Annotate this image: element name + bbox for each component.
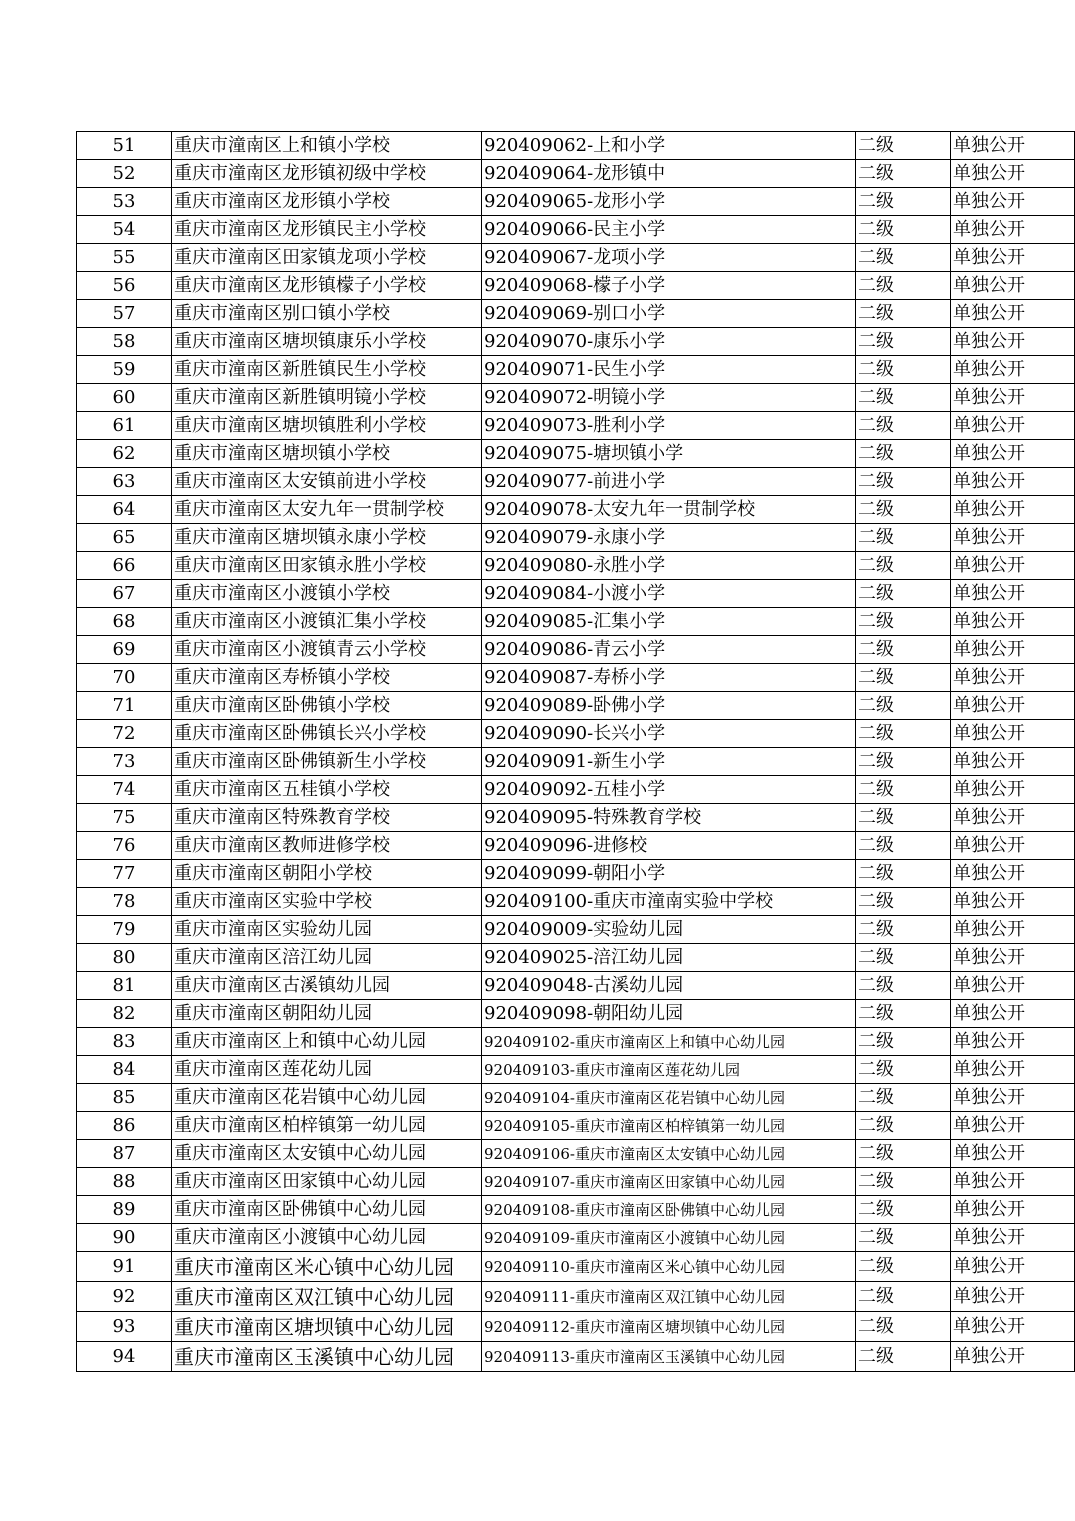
table-row bbox=[77, 1196, 1075, 1224]
table-row bbox=[77, 916, 1075, 944]
publish-mode-cell: 单独公开 bbox=[951, 132, 1075, 160]
unit-name-cell: 重庆市潼南区古溪镇幼儿园 bbox=[172, 972, 482, 1000]
publish-mode-cell: 单独公开 bbox=[951, 1000, 1075, 1028]
row-number-cell: 68 bbox=[77, 608, 172, 636]
publish-mode-cell: 单独公开 bbox=[951, 272, 1075, 300]
unit-code-cell: 920409073-胜利小学 bbox=[482, 412, 856, 440]
unit-name-cell: 重庆市潼南区实验幼儿园 bbox=[172, 916, 482, 944]
level-cell: 二级 bbox=[856, 468, 951, 496]
unit-code-cell: 920409111-重庆市潼南区双江镇中心幼儿园 bbox=[482, 1282, 856, 1312]
publish-mode-cell: 单独公开 bbox=[951, 888, 1075, 916]
row-number-cell: 79 bbox=[77, 916, 172, 944]
row-number-cell: 80 bbox=[77, 944, 172, 972]
unit-code-cell: 920409068-檬子小学 bbox=[482, 272, 856, 300]
table-row bbox=[77, 580, 1075, 608]
unit-name-cell: 重庆市潼南区米心镇中心幼儿园 bbox=[172, 1252, 482, 1282]
table-row bbox=[77, 440, 1075, 468]
table-row bbox=[77, 1252, 1075, 1282]
unit-code-cell: 920409096-进修校 bbox=[482, 832, 856, 860]
level-cell: 二级 bbox=[856, 1056, 951, 1084]
unit-name-cell: 重庆市潼南区卧佛镇新生小学校 bbox=[172, 748, 482, 776]
publish-mode-cell: 单独公开 bbox=[951, 412, 1075, 440]
unit-code-cell: 920409086-青云小学 bbox=[482, 636, 856, 664]
publish-mode-cell: 单独公开 bbox=[951, 916, 1075, 944]
level-cell: 二级 bbox=[856, 860, 951, 888]
row-number-cell: 66 bbox=[77, 552, 172, 580]
table-row bbox=[77, 244, 1075, 272]
publish-mode-cell: 单独公开 bbox=[951, 1312, 1075, 1342]
publish-mode-cell: 单独公开 bbox=[951, 328, 1075, 356]
level-cell: 二级 bbox=[856, 272, 951, 300]
unit-name-cell: 重庆市潼南区田家镇龙项小学校 bbox=[172, 244, 482, 272]
publish-mode-cell: 单独公开 bbox=[951, 608, 1075, 636]
table-row bbox=[77, 328, 1075, 356]
level-cell: 二级 bbox=[856, 888, 951, 916]
level-cell: 二级 bbox=[856, 748, 951, 776]
unit-code-cell: 920409110-重庆市潼南区米心镇中心幼儿园 bbox=[482, 1252, 856, 1282]
table-body bbox=[77, 132, 1075, 1372]
level-cell: 二级 bbox=[856, 524, 951, 552]
level-cell: 二级 bbox=[856, 580, 951, 608]
table-row bbox=[77, 384, 1075, 412]
level-cell: 二级 bbox=[856, 552, 951, 580]
level-cell: 二级 bbox=[856, 636, 951, 664]
publish-mode-cell: 单独公开 bbox=[951, 1342, 1075, 1372]
row-number-cell: 71 bbox=[77, 692, 172, 720]
publish-mode-cell: 单独公开 bbox=[951, 580, 1075, 608]
level-cell: 二级 bbox=[856, 1282, 951, 1312]
publish-mode-cell: 单独公开 bbox=[951, 1056, 1075, 1084]
table-row bbox=[77, 720, 1075, 748]
publish-mode-cell: 单独公开 bbox=[951, 1224, 1075, 1252]
unit-name-cell: 重庆市潼南区涪江幼儿园 bbox=[172, 944, 482, 972]
unit-code-cell: 920409112-重庆市潼南区塘坝镇中心幼儿园 bbox=[482, 1312, 856, 1342]
unit-name-cell: 重庆市潼南区太安镇中心幼儿园 bbox=[172, 1140, 482, 1168]
unit-code-cell: 920409072-明镜小学 bbox=[482, 384, 856, 412]
unit-name-cell: 重庆市潼南区寿桥镇小学校 bbox=[172, 664, 482, 692]
publish-mode-cell: 单独公开 bbox=[951, 944, 1075, 972]
table-row bbox=[77, 1312, 1075, 1342]
unit-code-cell: 920409095-特殊教育学校 bbox=[482, 804, 856, 832]
unit-code-cell: 920409075-塘坝镇小学 bbox=[482, 440, 856, 468]
table-row bbox=[77, 1112, 1075, 1140]
table-row bbox=[77, 1282, 1075, 1312]
row-number-cell: 76 bbox=[77, 832, 172, 860]
unit-name-cell: 重庆市潼南区新胜镇民生小学校 bbox=[172, 356, 482, 384]
unit-code-cell: 920409089-卧佛小学 bbox=[482, 692, 856, 720]
row-number-cell: 93 bbox=[77, 1312, 172, 1342]
unit-code-cell: 920409109-重庆市潼南区小渡镇中心幼儿园 bbox=[482, 1224, 856, 1252]
level-cell: 二级 bbox=[856, 244, 951, 272]
unit-name-cell: 重庆市潼南区塘坝镇康乐小学校 bbox=[172, 328, 482, 356]
unit-code-cell: 920409104-重庆市潼南区花岩镇中心幼儿园 bbox=[482, 1084, 856, 1112]
row-number-cell: 85 bbox=[77, 1084, 172, 1112]
unit-name-cell: 重庆市潼南区太安镇前进小学校 bbox=[172, 468, 482, 496]
table-row bbox=[77, 132, 1075, 160]
publish-mode-cell: 单独公开 bbox=[951, 692, 1075, 720]
level-cell: 二级 bbox=[856, 160, 951, 188]
unit-name-cell: 重庆市潼南区上和镇中心幼儿园 bbox=[172, 1028, 482, 1056]
level-cell: 二级 bbox=[856, 1112, 951, 1140]
unit-name-cell: 重庆市潼南区龙形镇小学校 bbox=[172, 188, 482, 216]
unit-code-cell: 920409107-重庆市潼南区田家镇中心幼儿园 bbox=[482, 1168, 856, 1196]
publish-mode-cell: 单独公开 bbox=[951, 440, 1075, 468]
unit-name-cell: 重庆市潼南区龙形镇初级中学校 bbox=[172, 160, 482, 188]
publish-mode-cell: 单独公开 bbox=[951, 636, 1075, 664]
table-row bbox=[77, 944, 1075, 972]
publish-mode-cell: 单独公开 bbox=[951, 776, 1075, 804]
unit-name-cell: 重庆市潼南区双江镇中心幼儿园 bbox=[172, 1282, 482, 1312]
table-row bbox=[77, 1084, 1075, 1112]
unit-table bbox=[76, 131, 1075, 1372]
level-cell: 二级 bbox=[856, 1084, 951, 1112]
table-row bbox=[77, 524, 1075, 552]
unit-name-cell: 重庆市潼南区田家镇永胜小学校 bbox=[172, 552, 482, 580]
unit-name-cell: 重庆市潼南区小渡镇汇集小学校 bbox=[172, 608, 482, 636]
unit-code-cell: 920409090-长兴小学 bbox=[482, 720, 856, 748]
level-cell: 二级 bbox=[856, 972, 951, 1000]
publish-mode-cell: 单独公开 bbox=[951, 1140, 1075, 1168]
row-number-cell: 88 bbox=[77, 1168, 172, 1196]
level-cell: 二级 bbox=[856, 1224, 951, 1252]
unit-code-cell: 920409098-朝阳幼儿园 bbox=[482, 1000, 856, 1028]
row-number-cell: 59 bbox=[77, 356, 172, 384]
row-number-cell: 61 bbox=[77, 412, 172, 440]
unit-name-cell: 重庆市潼南区小渡镇青云小学校 bbox=[172, 636, 482, 664]
publish-mode-cell: 单独公开 bbox=[951, 804, 1075, 832]
table-row bbox=[77, 1224, 1075, 1252]
unit-name-cell: 重庆市潼南区卧佛镇小学校 bbox=[172, 692, 482, 720]
publish-mode-cell: 单独公开 bbox=[951, 1252, 1075, 1282]
row-number-cell: 83 bbox=[77, 1028, 172, 1056]
publish-mode-cell: 单独公开 bbox=[951, 1112, 1075, 1140]
unit-code-cell: 920409091-新生小学 bbox=[482, 748, 856, 776]
level-cell: 二级 bbox=[856, 692, 951, 720]
table-row bbox=[77, 888, 1075, 916]
publish-mode-cell: 单独公开 bbox=[951, 1196, 1075, 1224]
level-cell: 二级 bbox=[856, 356, 951, 384]
publish-mode-cell: 单独公开 bbox=[951, 1282, 1075, 1312]
level-cell: 二级 bbox=[856, 1312, 951, 1342]
level-cell: 二级 bbox=[856, 300, 951, 328]
table-row bbox=[77, 468, 1075, 496]
table-row bbox=[77, 188, 1075, 216]
row-number-cell: 86 bbox=[77, 1112, 172, 1140]
publish-mode-cell: 单独公开 bbox=[951, 524, 1075, 552]
unit-name-cell: 重庆市潼南区卧佛镇长兴小学校 bbox=[172, 720, 482, 748]
unit-code-cell: 920409067-龙项小学 bbox=[482, 244, 856, 272]
table-row bbox=[77, 1168, 1075, 1196]
level-cell: 二级 bbox=[856, 384, 951, 412]
table-row bbox=[77, 1140, 1075, 1168]
unit-code-cell: 920409070-康乐小学 bbox=[482, 328, 856, 356]
table-row bbox=[77, 356, 1075, 384]
publish-mode-cell: 单独公开 bbox=[951, 244, 1075, 272]
publish-mode-cell: 单独公开 bbox=[951, 216, 1075, 244]
table-row bbox=[77, 412, 1075, 440]
unit-code-cell: 920409085-汇集小学 bbox=[482, 608, 856, 636]
table-row bbox=[77, 972, 1075, 1000]
level-cell: 二级 bbox=[856, 1000, 951, 1028]
level-cell: 二级 bbox=[856, 608, 951, 636]
table-row bbox=[77, 776, 1075, 804]
row-number-cell: 91 bbox=[77, 1252, 172, 1282]
row-number-cell: 58 bbox=[77, 328, 172, 356]
row-number-cell: 73 bbox=[77, 748, 172, 776]
unit-code-cell: 920409092-五桂小学 bbox=[482, 776, 856, 804]
row-number-cell: 65 bbox=[77, 524, 172, 552]
unit-name-cell: 重庆市潼南区卧佛镇中心幼儿园 bbox=[172, 1196, 482, 1224]
unit-code-cell: 920409066-民主小学 bbox=[482, 216, 856, 244]
table-row bbox=[77, 664, 1075, 692]
table-row bbox=[77, 636, 1075, 664]
row-number-cell: 55 bbox=[77, 244, 172, 272]
level-cell: 二级 bbox=[856, 188, 951, 216]
row-number-cell: 89 bbox=[77, 1196, 172, 1224]
table-row bbox=[77, 608, 1075, 636]
level-cell: 二级 bbox=[856, 1196, 951, 1224]
table-row bbox=[77, 552, 1075, 580]
table-row bbox=[77, 496, 1075, 524]
level-cell: 二级 bbox=[856, 1140, 951, 1168]
publish-mode-cell: 单独公开 bbox=[951, 664, 1075, 692]
row-number-cell: 54 bbox=[77, 216, 172, 244]
unit-name-cell: 重庆市潼南区教师进修学校 bbox=[172, 832, 482, 860]
row-number-cell: 63 bbox=[77, 468, 172, 496]
level-cell: 二级 bbox=[856, 496, 951, 524]
unit-code-cell: 920409069-别口小学 bbox=[482, 300, 856, 328]
level-cell: 二级 bbox=[856, 132, 951, 160]
publish-mode-cell: 单独公开 bbox=[951, 384, 1075, 412]
publish-mode-cell: 单独公开 bbox=[951, 860, 1075, 888]
unit-name-cell: 重庆市潼南区小渡镇中心幼儿园 bbox=[172, 1224, 482, 1252]
level-cell: 二级 bbox=[856, 916, 951, 944]
row-number-cell: 78 bbox=[77, 888, 172, 916]
unit-name-cell: 重庆市潼南区太安九年一贯制学校 bbox=[172, 496, 482, 524]
unit-name-cell: 重庆市潼南区田家镇中心幼儿园 bbox=[172, 1168, 482, 1196]
unit-name-cell: 重庆市潼南区朝阳幼儿园 bbox=[172, 1000, 482, 1028]
publish-mode-cell: 单独公开 bbox=[951, 1084, 1075, 1112]
level-cell: 二级 bbox=[856, 1342, 951, 1372]
table-row bbox=[77, 832, 1075, 860]
unit-name-cell: 重庆市潼南区莲花幼儿园 bbox=[172, 1056, 482, 1084]
unit-code-cell: 920409062-上和小学 bbox=[482, 132, 856, 160]
unit-name-cell: 重庆市潼南区小渡镇小学校 bbox=[172, 580, 482, 608]
table-row bbox=[77, 692, 1075, 720]
row-number-cell: 81 bbox=[77, 972, 172, 1000]
row-number-cell: 57 bbox=[77, 300, 172, 328]
row-number-cell: 92 bbox=[77, 1282, 172, 1312]
unit-code-cell: 920409071-民生小学 bbox=[482, 356, 856, 384]
unit-code-cell: 920409064-龙形镇中 bbox=[482, 160, 856, 188]
unit-code-cell: 920409103-重庆市潼南区莲花幼儿园 bbox=[482, 1056, 856, 1084]
unit-code-cell: 920409025-涪江幼儿园 bbox=[482, 944, 856, 972]
table-row bbox=[77, 860, 1075, 888]
publish-mode-cell: 单独公开 bbox=[951, 300, 1075, 328]
unit-name-cell: 重庆市潼南区特殊教育学校 bbox=[172, 804, 482, 832]
row-number-cell: 72 bbox=[77, 720, 172, 748]
row-number-cell: 84 bbox=[77, 1056, 172, 1084]
publish-mode-cell: 单独公开 bbox=[951, 1168, 1075, 1196]
unit-code-cell: 920409106-重庆市潼南区太安镇中心幼儿园 bbox=[482, 1140, 856, 1168]
table-row bbox=[77, 160, 1075, 188]
publish-mode-cell: 单独公开 bbox=[951, 552, 1075, 580]
unit-code-cell: 920409099-朝阳小学 bbox=[482, 860, 856, 888]
row-number-cell: 77 bbox=[77, 860, 172, 888]
row-number-cell: 62 bbox=[77, 440, 172, 468]
unit-code-cell: 920409105-重庆市潼南区柏梓镇第一幼儿园 bbox=[482, 1112, 856, 1140]
table-row bbox=[77, 1000, 1075, 1028]
unit-name-cell: 重庆市潼南区玉溪镇中心幼儿园 bbox=[172, 1342, 482, 1372]
row-number-cell: 52 bbox=[77, 160, 172, 188]
table-row bbox=[77, 272, 1075, 300]
unit-name-cell: 重庆市潼南区花岩镇中心幼儿园 bbox=[172, 1084, 482, 1112]
unit-code-cell: 920409100-重庆市潼南实验中学校 bbox=[482, 888, 856, 916]
unit-code-cell: 920409080-永胜小学 bbox=[482, 552, 856, 580]
unit-name-cell: 重庆市潼南区塘坝镇中心幼儿园 bbox=[172, 1312, 482, 1342]
publish-mode-cell: 单独公开 bbox=[951, 356, 1075, 384]
unit-code-cell: 920409102-重庆市潼南区上和镇中心幼儿园 bbox=[482, 1028, 856, 1056]
unit-code-cell: 920409084-小渡小学 bbox=[482, 580, 856, 608]
row-number-cell: 51 bbox=[77, 132, 172, 160]
level-cell: 二级 bbox=[856, 328, 951, 356]
row-number-cell: 74 bbox=[77, 776, 172, 804]
row-number-cell: 70 bbox=[77, 664, 172, 692]
level-cell: 二级 bbox=[856, 1168, 951, 1196]
unit-name-cell: 重庆市潼南区新胜镇明镜小学校 bbox=[172, 384, 482, 412]
unit-code-cell: 920409048-古溪幼儿园 bbox=[482, 972, 856, 1000]
table-row bbox=[77, 1342, 1075, 1372]
publish-mode-cell: 单独公开 bbox=[951, 160, 1075, 188]
row-number-cell: 87 bbox=[77, 1140, 172, 1168]
unit-code-cell: 920409009-实验幼儿园 bbox=[482, 916, 856, 944]
unit-code-cell: 920409065-龙形小学 bbox=[482, 188, 856, 216]
table-row bbox=[77, 300, 1075, 328]
unit-code-cell: 920409078-太安九年一贯制学校 bbox=[482, 496, 856, 524]
unit-code-cell: 920409077-前进小学 bbox=[482, 468, 856, 496]
row-number-cell: 64 bbox=[77, 496, 172, 524]
unit-name-cell: 重庆市潼南区朝阳小学校 bbox=[172, 860, 482, 888]
row-number-cell: 94 bbox=[77, 1342, 172, 1372]
unit-name-cell: 重庆市潼南区塘坝镇永康小学校 bbox=[172, 524, 482, 552]
unit-name-cell: 重庆市潼南区龙形镇民主小学校 bbox=[172, 216, 482, 244]
level-cell: 二级 bbox=[856, 216, 951, 244]
row-number-cell: 67 bbox=[77, 580, 172, 608]
row-number-cell: 75 bbox=[77, 804, 172, 832]
unit-name-cell: 重庆市潼南区柏梓镇第一幼儿园 bbox=[172, 1112, 482, 1140]
unit-name-cell: 重庆市潼南区塘坝镇小学校 bbox=[172, 440, 482, 468]
level-cell: 二级 bbox=[856, 720, 951, 748]
table-row bbox=[77, 748, 1075, 776]
level-cell: 二级 bbox=[856, 440, 951, 468]
unit-code-cell: 920409079-永康小学 bbox=[482, 524, 856, 552]
unit-name-cell: 重庆市潼南区实验中学校 bbox=[172, 888, 482, 916]
publish-mode-cell: 单独公开 bbox=[951, 1028, 1075, 1056]
level-cell: 二级 bbox=[856, 804, 951, 832]
unit-code-cell: 920409087-寿桥小学 bbox=[482, 664, 856, 692]
level-cell: 二级 bbox=[856, 832, 951, 860]
level-cell: 二级 bbox=[856, 944, 951, 972]
unit-name-cell: 重庆市潼南区龙形镇檬子小学校 bbox=[172, 272, 482, 300]
table-row bbox=[77, 804, 1075, 832]
row-number-cell: 56 bbox=[77, 272, 172, 300]
level-cell: 二级 bbox=[856, 412, 951, 440]
unit-name-cell: 重庆市潼南区别口镇小学校 bbox=[172, 300, 482, 328]
unit-name-cell: 重庆市潼南区塘坝镇胜利小学校 bbox=[172, 412, 482, 440]
row-number-cell: 60 bbox=[77, 384, 172, 412]
unit-name-cell: 重庆市潼南区上和镇小学校 bbox=[172, 132, 482, 160]
level-cell: 二级 bbox=[856, 1028, 951, 1056]
unit-code-cell: 920409113-重庆市潼南区玉溪镇中心幼儿园 bbox=[482, 1342, 856, 1372]
row-number-cell: 69 bbox=[77, 636, 172, 664]
table-row bbox=[77, 1056, 1075, 1084]
publish-mode-cell: 单独公开 bbox=[951, 748, 1075, 776]
table-row bbox=[77, 1028, 1075, 1056]
row-number-cell: 90 bbox=[77, 1224, 172, 1252]
table-row bbox=[77, 216, 1075, 244]
publish-mode-cell: 单独公开 bbox=[951, 468, 1075, 496]
publish-mode-cell: 单独公开 bbox=[951, 496, 1075, 524]
level-cell: 二级 bbox=[856, 1252, 951, 1282]
unit-name-cell: 重庆市潼南区五桂镇小学校 bbox=[172, 776, 482, 804]
row-number-cell: 53 bbox=[77, 188, 172, 216]
publish-mode-cell: 单独公开 bbox=[951, 972, 1075, 1000]
unit-code-cell: 920409108-重庆市潼南区卧佛镇中心幼儿园 bbox=[482, 1196, 856, 1224]
publish-mode-cell: 单独公开 bbox=[951, 188, 1075, 216]
level-cell: 二级 bbox=[856, 776, 951, 804]
publish-mode-cell: 单独公开 bbox=[951, 720, 1075, 748]
row-number-cell: 82 bbox=[77, 1000, 172, 1028]
level-cell: 二级 bbox=[856, 664, 951, 692]
publish-mode-cell: 单独公开 bbox=[951, 832, 1075, 860]
